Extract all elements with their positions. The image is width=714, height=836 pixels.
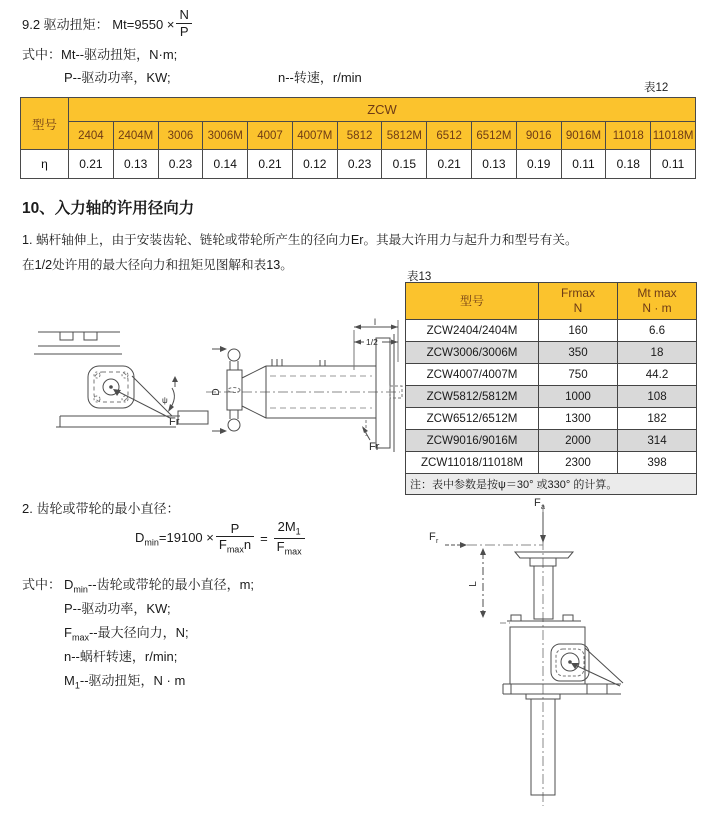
- table-row: [406, 364, 697, 386]
- table13-caption: 表13: [407, 271, 432, 283]
- dmin-base: D: [135, 529, 145, 545]
- fmax2-base: F: [276, 539, 285, 555]
- t12-value: 0.21: [427, 150, 472, 179]
- w1-sub: min: [73, 584, 88, 595]
- t12-value: 0.19: [516, 150, 561, 179]
- t12-col-header: 2404: [69, 122, 114, 150]
- t13-fr: 1000: [539, 386, 618, 408]
- t13-model: ZCW11018/11018M: [406, 452, 539, 474]
- t12-value: 0.15: [382, 150, 427, 179]
- t13-header-frmax-line2: N: [573, 301, 583, 315]
- jack-l-dim-label: L: [468, 581, 479, 587]
- t13-mt: 6.6: [618, 320, 697, 342]
- t12-col-header: 5812M: [382, 122, 427, 150]
- table-row: [406, 386, 697, 408]
- fmax2-sub: max: [284, 546, 302, 557]
- jack-fr-sub: r: [436, 538, 439, 545]
- t12-col-header: 4007M: [292, 122, 337, 150]
- end-view-lines: [34, 332, 208, 427]
- t13-header-mtmax-line1: Mt max: [637, 286, 677, 300]
- t13-fr: 750: [539, 364, 618, 386]
- t13-model: ZCW2404/2404M: [406, 320, 539, 342]
- section2-where2: P--驱动功率，KW;: [64, 601, 171, 616]
- table-row: [406, 452, 697, 474]
- t13-fr: 160: [539, 320, 618, 342]
- t12-value: 0.13: [472, 150, 517, 179]
- section2-where1: [64, 574, 254, 595]
- formula-equals: =: [260, 531, 268, 547]
- section2-where5: [64, 670, 185, 691]
- jack-fr-label: F: [429, 531, 436, 543]
- t12-value: 0.11: [651, 150, 696, 179]
- t13-model: ZCW5812/5812M: [406, 386, 539, 408]
- w3-sub: max: [71, 632, 89, 643]
- jack-fa-sub: a: [541, 504, 545, 511]
- t13-fr: 2300: [539, 452, 618, 474]
- t13-header-frmax: [539, 283, 618, 320]
- t12-value: 0.23: [337, 150, 382, 179]
- section2-where3: [64, 622, 189, 643]
- t13-fr: 1300: [539, 408, 618, 430]
- t12-col-header: 9016: [516, 122, 561, 150]
- w1-base: D: [64, 577, 74, 592]
- w3-tail: --最大径向力，N;: [88, 625, 189, 640]
- frac1-numerator: P: [216, 522, 254, 538]
- formula-mt-prefix: 9.2 驱动扭矩： Mt=9550 ×: [22, 16, 175, 32]
- t13-model: ZCW4007/4007M: [406, 364, 539, 386]
- w5-base: M: [64, 673, 75, 688]
- fraction-numerator: N: [176, 8, 191, 24]
- table-row: [406, 430, 697, 452]
- jack-lines: [445, 504, 623, 806]
- t13-model: ZCW9016/9016M: [406, 430, 539, 452]
- t12-col-header: 3006: [158, 122, 203, 150]
- t13-fr: 2000: [539, 430, 618, 452]
- end-view-arrowheads: [109, 376, 178, 412]
- frac2-numerator: [274, 520, 305, 539]
- t12-value: 0.21: [248, 150, 293, 179]
- table-row: [406, 342, 697, 364]
- t12-value: 0.11: [561, 150, 606, 179]
- dmin-sub: min: [144, 537, 159, 548]
- formula-dmin: [135, 520, 307, 557]
- frac1-denominator: [216, 537, 254, 555]
- dmin-eq: =19100 ×: [158, 529, 214, 545]
- t12-col-header: 9016M: [561, 122, 606, 150]
- t13-header-mtmax: [618, 283, 697, 320]
- section2-where4: n--蜗杆转速，r/min;: [64, 649, 178, 664]
- table12-caption: 表12: [644, 82, 669, 94]
- formula-dmin-frac1: [216, 522, 254, 556]
- t12-col-header: 3006M: [203, 122, 248, 150]
- w1-tail: --齿轮或带轮的最小直径，m;: [87, 577, 255, 592]
- t12-value: 0.21: [69, 150, 114, 179]
- table-row: [406, 320, 697, 342]
- t13-mt: 108: [618, 386, 697, 408]
- w3-base: F: [64, 625, 72, 640]
- section10-para2: 在1/2处许用的最大径向力和扭矩见图解和表13。: [22, 258, 293, 272]
- formula-dmin-frac2: [274, 520, 305, 557]
- frac2-denominator: [274, 539, 305, 557]
- t13-mt: 182: [618, 408, 697, 430]
- t12-col-header: 2404M: [113, 122, 158, 150]
- side-view-half-dim-label: 1/2: [366, 337, 378, 347]
- fraction-denominator: P: [179, 23, 189, 39]
- t12-col-header: 5812: [337, 122, 382, 150]
- t12-col-header: 6512M: [472, 122, 517, 150]
- t12-value: 0.18: [606, 150, 651, 179]
- where-line-p: P--驱动功率，KW;: [64, 70, 171, 85]
- side-view-d-label: D: [211, 388, 222, 396]
- side-view-l-dim-label: l: [374, 317, 376, 327]
- formula-mt: [22, 8, 194, 38]
- formula-mt-fraction: [176, 8, 191, 38]
- table-13: [405, 282, 697, 495]
- table-12: [20, 97, 696, 179]
- t12-group-header: ZCW: [69, 98, 696, 122]
- side-view-fr-label: Fr: [369, 441, 380, 453]
- fmax-n: n: [243, 537, 252, 553]
- t13-model: ZCW6512/6512M: [406, 408, 539, 430]
- table-row: [406, 408, 697, 430]
- t12-model-header: 型号: [21, 98, 69, 150]
- t13-model: ZCW3006/3006M: [406, 342, 539, 364]
- where-line-n: n--转速，r/min: [278, 70, 362, 85]
- t13-header-mtmax-line2: N · m: [642, 301, 672, 315]
- fmax-base: F: [218, 537, 227, 553]
- t12-value: 0.12: [292, 150, 337, 179]
- section2-where-label: 式中：: [22, 577, 62, 592]
- fmax-sub: max: [226, 544, 244, 555]
- jack-fa-label: F: [534, 497, 541, 509]
- t12-col-header: 4007: [248, 122, 293, 150]
- t13-note: 注：表中参数是按ψ＝30° 或330° 的计算。: [406, 474, 697, 495]
- w5-tail: --驱动扭矩，N · m: [79, 673, 186, 688]
- t12-col-header: 6512: [427, 122, 472, 150]
- section10-heading: 10、入力轴的许用径向力: [22, 200, 195, 217]
- t13-mt: 18: [618, 342, 697, 364]
- t13-mt: 398: [618, 452, 697, 474]
- end-view-fr-label: Fr: [169, 416, 180, 428]
- t13-mt: 314: [618, 430, 697, 452]
- where-line-mt: 式中：Mt--驱动扭矩，N·m;: [22, 47, 178, 62]
- t12-value: 0.14: [203, 150, 248, 179]
- end-view-psi-label: ψ: [162, 396, 168, 405]
- t12-col-header: 11018: [606, 122, 651, 150]
- section10-para1: 1. 蜗杆轴伸上，由于安装齿轮、链轮或带轮所产生的径向力Er。其最大许用力与起升力和型号有关。: [22, 233, 578, 247]
- diagram-radial-force-views: [20, 318, 400, 463]
- m1-base: 2M: [277, 519, 296, 534]
- diagram-vertical-jack: [415, 488, 705, 836]
- t12-row-label: η: [21, 150, 69, 179]
- t13-fr: 350: [539, 342, 618, 364]
- w5-sub: 1: [74, 680, 80, 691]
- t12-value: 0.13: [113, 150, 158, 179]
- t13-header-model: 型号: [406, 283, 539, 320]
- m1-sub: 1: [295, 526, 301, 537]
- t13-mt: 44.2: [618, 364, 697, 386]
- section2-heading: 2. 齿轮或带轮的最小直径：: [22, 501, 180, 516]
- formula-dmin-lhs: [135, 530, 214, 548]
- t12-col-header: 11018M: [651, 122, 696, 150]
- t12-value: 0.23: [158, 150, 203, 179]
- t13-header-frmax-line1: Frmax: [561, 286, 595, 300]
